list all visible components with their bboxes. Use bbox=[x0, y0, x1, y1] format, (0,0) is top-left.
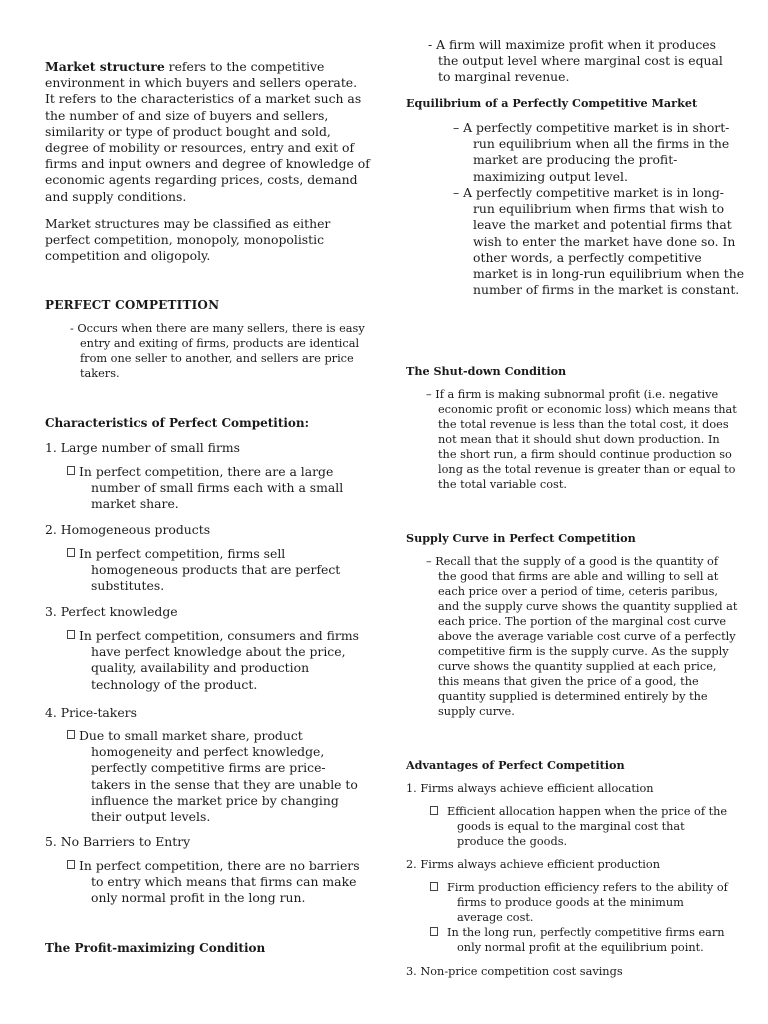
bullet-box-icon bbox=[67, 860, 75, 869]
supply-curve-text: – Recall that the supply of a good is the quantity of the good that firms are able and willing to sell at each price over a period of time, ceteris paribus, and the supply curve shows the quantity supplied at each price. The portion of the marginal cost curve above the average variable cost curve of a perfectly competitive firm is the supply curve. As the supply curve shows the quantity supplied at each price, this means that given the price of a good, the quantity supplied is determined entirely by the supply curve. bbox=[426, 555, 738, 718]
intro-rest: refers to the competitive environment in which buyers and sellers operate. It refers to the characteristics of a market such as the number of and size of buyers and sellers, similarity or type of product bought and sold, degree of mobility or resources, entry and exit of firms and input owners and degree of knowledge of economic agents regarding prices, costs, demand and supply conditions. bbox=[45, 59, 370, 204]
characteristic-4-body: Due to small market share, product homogeneity and perfect knowledge, perfectly competitive firms are price-takers in the sense that they are unable to influence the market price by changing their output levels. bbox=[45, 728, 365, 825]
advantages-heading: Advantages of Perfect Competition bbox=[406, 758, 625, 772]
perfect-competition-description: - Occurs when there are many sellers, there is easy entry and exiting of firms, products are identical from one seller to another, and sellers are price takers. bbox=[70, 322, 365, 380]
bullet-box-icon bbox=[67, 730, 75, 739]
perfect-competition-heading: PERFECT COMPETITION bbox=[45, 298, 220, 312]
intro-term: Market structure bbox=[45, 59, 165, 74]
bullet-box-icon bbox=[67, 548, 75, 557]
characteristic-5-body: In perfect competition, there are no barriers to entry which means that firms can make only normal profit in the long run. bbox=[45, 858, 365, 907]
shutdown-heading: The Shut-down Condition bbox=[406, 364, 567, 378]
classification-paragraph: Market structures may be classified as either perfect competition, monopoly, monopolistic competition and oligopoly. bbox=[45, 216, 331, 264]
shutdown-text: – If a firm is making subnormal profit (i.e. negative economic profit or economic loss) which means that the total revenue is less than the total cost, it does not mean that it should shut down production. In the short run, a firm should continue production so long as the total revenue is greater than or equal to the total variable cost. bbox=[426, 388, 737, 491]
equilibrium-heading: Equilibrium of a Perfectly Competitive Market bbox=[406, 96, 698, 110]
characteristic-1-title: 1. Large number of small firms bbox=[45, 440, 240, 455]
bullet-box-icon bbox=[67, 466, 75, 475]
bullet-box-icon bbox=[430, 927, 438, 936]
advantage-3-title: 3. Non-price competition cost savings bbox=[406, 965, 623, 978]
advantage-2-title: 2. Firms always achieve efficient production bbox=[406, 858, 660, 871]
supply-curve-heading: Supply Curve in Perfect Competition bbox=[406, 531, 636, 545]
equilibrium-long-run: – A perfectly competitive market is in long-run equilibrium when firms that wish to leave the market and potential firms that wish to enter the market have done so. In other words, a perfectly competitive market is in long-run equilibrium when the number of firms in the market is constant. bbox=[453, 185, 745, 298]
bullet-box-icon bbox=[430, 882, 438, 891]
profit-maximizing-text: - A firm will maximize profit when it produces the output level where marginal cost is equal to marginal revenue. bbox=[428, 37, 723, 85]
bullet-box-icon bbox=[67, 630, 75, 639]
profit-maximizing-heading: The Profit-maximizing Condition bbox=[45, 941, 266, 955]
characteristic-2-title: 2. Homogeneous products bbox=[45, 522, 211, 537]
characteristic-1-body: In perfect competition, there are a large number of small firms each with a small market share. bbox=[45, 464, 365, 513]
characteristic-2-body: In perfect competition, firms sell homogeneous products that are perfect substitutes. bbox=[45, 546, 365, 595]
bullet-box-icon bbox=[430, 806, 438, 815]
characteristics-heading: Characteristics of Perfect Competition: bbox=[45, 416, 310, 430]
characteristic-3-title: 3. Perfect knowledge bbox=[45, 604, 178, 619]
advantage-2-body: Firm production efficiency refers to the ability of firms to produce goods at the minimum average cost. In the long run, perfectly competitive firms earn only normal profit at the equilibrium point. bbox=[406, 880, 728, 955]
advantage-1-body: Efficient allocation happen when the price of the goods is equal to the marginal cost that produce the goods. bbox=[406, 804, 728, 849]
characteristic-4-title: 4. Price-takers bbox=[45, 705, 137, 720]
equilibrium-short-run: – A perfectly competitive market is in short-run equilibrium when all the firms in the market are producing the profit-maximizing output level. bbox=[453, 120, 730, 184]
intro-paragraph bbox=[45, 59, 370, 205]
characteristic-3-body: In perfect competition, consumers and firms have perfect knowledge about the price, quality, availability and production technology of the product. bbox=[45, 628, 365, 693]
advantage-1-title: 1. Firms always achieve efficient allocation bbox=[406, 782, 654, 795]
characteristic-5-title: 5. No Barriers to Entry bbox=[45, 834, 191, 849]
